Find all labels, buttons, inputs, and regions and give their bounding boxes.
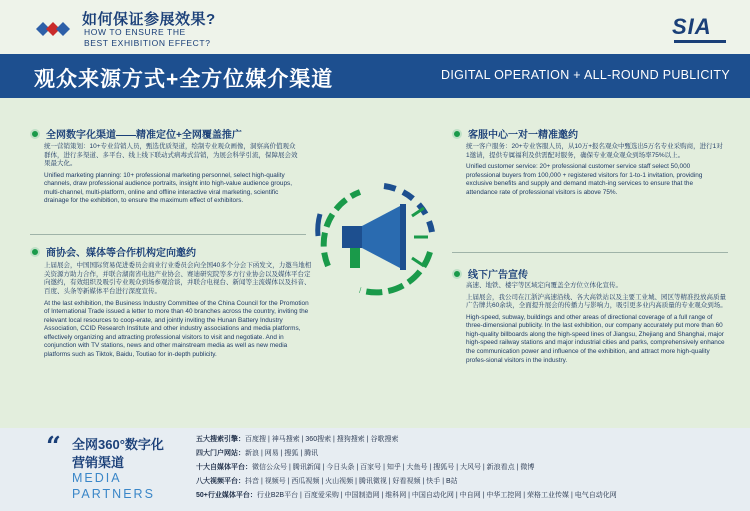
association-text-en: At the last exhibition, the Business Industry Committee of the China Council for the Promotion of International Trade issued a letter to more than 40 branches across the country, inviting the relevant local resources to coop-erate, and jointly inviting the Hunan Battery Industry Association, CCID Research Institute and other industry associations and media platforms, effectively organizing and attracting professional visitors to visit and negotiate. And in conjunction with TV stations, news and other mainstream media as well as new media platforms such as Tiktok, Baidu, Toutiao for in-depth publicity. [44,299,309,358]
media-title-en-line1: MEDIA [72,471,122,485]
offline-ads-text-cn-2: 上届展会，我公司在江浙沪高速沿线、各大高铁站以及主要工业城、园区等精准投放高质量广告牌共60余块，全面提升展会的传播力与影响力，吸引更多业内高质量的专业观众到场。 [466,293,727,310]
media-row-text: 新浪 | 网易 | 搜狐 | 腾讯 [245,450,319,457]
media-row-text: 微信公众号 | 腾讯新闻 | 今日头条 | 百家号 | 知乎 | 大鱼号 | 搜狐号 | 大风号 | 新浪看点 | 微博 [252,464,535,471]
list-item [196,433,744,447]
customer-service-body [466,143,724,200]
customer-service-text-cn: 统一客户服务：20+专业客服人员，从10万+报名观众中甄选出5万名专业采购商，进行1对1邀请，提供专属福利及供需配对服务，确保专业观众观众到场率75%以上。 [466,143,723,159]
media-row-label: 五大搜索引擎： [196,436,245,443]
list-item [196,447,744,461]
media-row-label: 50+行业媒体平台： [196,492,257,499]
list-item [196,489,744,503]
digital-channel-text-en: Unified marketing planning: 10+ professional marketing personnel, select high-quality channels, draw professional audience portraits, insight into high-value audience groups, multi-channel, multi-platform, online and offline interactive viral marketing, scientific drainage for the exhibition, to ensure the maximum effect of exhibitors. [44,171,292,205]
offline-ads-body [466,282,728,368]
media-row-label: 十大自媒体平台： [196,464,252,471]
association-title: 商协会、媒体等合作机构定向邀约 [46,248,196,259]
list-item [196,475,744,489]
section-banner [0,54,750,98]
header-title-en-line2: BEST EXHIBITION EFFECT? [84,38,211,48]
media-row-label: 四大门户网站： [196,450,245,457]
media-row-text: 抖音 | 视频号 | 西瓜视频 | 火山视频 | 腾讯微视 | 好看视频 | 快手 | B站 [245,478,458,485]
media-title-cn-line1: 全网360°数字化 [72,437,164,452]
bullet-dot-icon [452,269,462,279]
media-row-text: 行业B2B平台 | 百度爱采购 | 中国制造网 | 维科网 | 中国自动化网 | 中自网 | 中华工控网 | 荣格工业传媒 | 电气自动化网 [256,492,617,499]
bullet-dot-icon [30,247,40,257]
association-text-cn: 上届展会，中国国际贸易促进委员会商业行业委员会向全国40多个分会下函发文，力邀当地相关资源方助力合作，并联合湖南省电池产业协会、赛迪研究院等多方行业协会以及媒体平台定向邀约，有效组织及吸引专业观众到场参观洽谈，并联合电视台、新闻等主流媒体以及抖音、百度、头条等新媒体平台进行深度宣传。 [44,262,312,295]
media-row-text: 百度搜 | 神马搜索 | 360搜索 | 搜狗搜索 | 谷歌搜索 [245,436,399,443]
divider [30,234,306,235]
diamond-logo-icon [36,22,70,36]
offline-ads-heading [452,266,528,281]
bullet-dot-icon [30,129,40,139]
media-channel-list [196,433,744,503]
header-title-cn: 如何保证参展效果? [82,11,216,28]
divider [452,252,728,253]
quote-mark-icon: “ [46,432,61,462]
media-row-label: 八大视频平台： [196,478,245,485]
digital-channel-title: 全网数字化渠道——精准定位+全网覆盖推广 [46,130,242,141]
megaphone-icon [300,170,450,300]
list-item [196,461,744,475]
bullet-dot-icon [452,129,462,139]
customer-service-title: 客服中心一对一精准邀约 [468,130,578,141]
customer-service-text-en: Unified customer service: 20+ professional customer service staff select 50,000 professional buyers from 100,000 + registered visitors for 1-to-1 invitation, providing exclusive benefits and supply and demand match-ing services to ensure that the attendance rate of professional visitors is above 75%. [466,163,703,196]
offline-ads-title: 线下广告宣传 [468,270,528,281]
association-heading [30,244,196,259]
header-title-en-line1: HOW TO ENSURE THE [84,27,186,37]
digital-channel-text-cn: 统一营销策划：10+专业营销人员，甄选优质渠道，绘制专业观众画像，洞察高价值观众群体，进行多渠道、多平台、线上线下联动式病毒式营销，为展会科学引流，保障展会效果最大化。 [44,143,298,168]
media-title-cn-line2: 营销渠道 [72,455,125,470]
banner-title-cn: 观众来源方式+全方位媒介渠道 [34,68,334,91]
banner-title-en: DIGITAL OPERATION + ALL-ROUND PUBLICITY [441,68,730,82]
media-title-en-line2: PARTNERS [72,487,155,501]
sia-logo: SIA [672,14,712,39]
digital-channel-body [44,143,300,209]
logo-underline [674,40,726,43]
offline-ads-text-en: High-speed, subway, buildings and other areas of directional coverage of a full range of three-dimensional publicity. In the last exhibition, our company accurately put more than 60 high-quality billboards along the high-speed lines of Jiangsu, Zhejiang and Shanghai, major high-speed railway stations and major industrial cities and parks, comprehensively enhance the communication power and influence of the exhibition, and attract more high-quality profes-sional visitors in the industry. [466,313,725,364]
customer-service-heading [452,126,578,141]
association-body [44,262,314,362]
digital-channel-heading [30,126,242,141]
offline-ads-text-cn-1: 高速、地铁、楼宇等区域定向覆盖全方位立体化宣传。 [466,282,622,289]
